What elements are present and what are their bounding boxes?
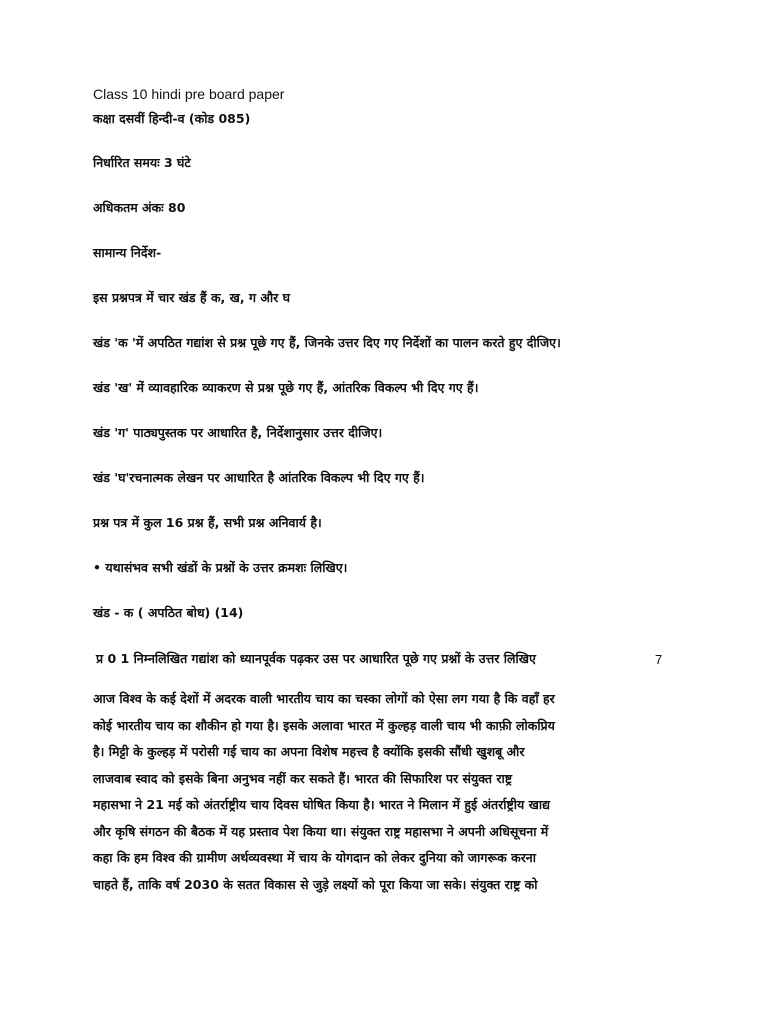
passage: [93, 686, 683, 898]
question-1: प्र 0 1 निम्नलिखित गद्यांश को ध्यानपूर्वक पढ़कर उस पर आधारित पूछे गए प्रश्नों के उत्तर लिखिए: [96, 651, 536, 666]
passage-line: है। मिट्टी के कुल्हड़ में परोसी गई चाय का अपना विशेष महत्त्व है क्योंकि इसकी सौंधी खुशबू और: [93, 744, 525, 759]
passage-line: कोई भारतीय चाय का शौकीन हो गया है। इसके अलावा भारत में कुल्हड़ वाली चाय भी काफ़ी लोकप्रिय: [93, 717, 555, 733]
instruction-item: खंड 'क 'में अपठित गद्यांश से प्रश्न पूछे गए हैं, जिनके उत्तर दिए गए निर्देशों का पालन करते हुए दीजिए।: [93, 335, 561, 350]
question-1-marks: 7: [655, 652, 663, 667]
passage-line: कहा कि हम विश्व की ग्रामीण अर्थव्यवस्था में चाय के योगदान को लेकर दुनिया को जागरूक करना: [93, 850, 536, 865]
section-heading: खंड - क ( अपठित बोध) (14): [93, 605, 244, 620]
class-heading: कक्षा दसवीं हिन्दी-व (कोड 085): [93, 111, 251, 126]
passage-line: महासभा ने 21 मई को अंतर्राष्ट्रीय चाय दिवस घोषित किया है। भारत ने मिलान में हुई अंतर्राष्ट्रीय खाद्य: [93, 797, 550, 812]
instruction-item: खंड 'घ'रचनात्मक लेखन पर आधारित है आंतरिक विकल्प भी दिए गए हैं।: [93, 470, 425, 485]
instruction-item: इस प्रश्नपत्र में चार खंड हैं क, ख, ग और घ: [93, 290, 291, 305]
instruction-item: प्रश्न पत्र में कुल 16 प्रश्न हैं, सभी प्रश्न अनिवार्य है।: [93, 515, 322, 530]
max-marks: अधिकतम अंकः 80: [93, 200, 186, 215]
passage-line: और कृषि संगठन की बैठक में यह प्रस्ताव पेश किया था। संयुक्त राष्ट्र महासभा ने अपनी अधिसूचना में: [93, 823, 549, 839]
instruction-item: • यथासंभव सभी खंडों के प्रश्नों के उत्तर क्रमशः लिखिए।: [93, 560, 348, 575]
passage-line: लाजवाब स्वाद को इसके बिना अनुभव नहीं कर सकते हैं। भारत की सिफारिश पर संयुक्त राष्ट्र: [93, 770, 513, 786]
general-instructions-heading: सामान्य निर्देश-: [93, 245, 162, 260]
time-allowed: निर्धारित समयः 3 घंटे: [93, 155, 191, 170]
instruction-item: खंड 'ख' में व्यावहारिक व्याकरण से प्रश्न पूछे गए हैं, आंतरिक विकल्प भी दिए गए हैं।: [93, 380, 479, 395]
instruction-item: खंड 'ग' पाठ्यपुस्तक पर आधारित है, निर्देशानुसार उत्तर दीजिए।: [93, 425, 383, 440]
passage-line: चाहते हैं, ताकि वर्ष 2030 के सतत विकास से जुड़े लक्ष्यों को पूरा किया जा सके। संयुक्त राष्ट्र को: [93, 876, 538, 892]
document-title: Class 10 hindi pre board paper: [93, 86, 285, 102]
passage-line: आज विश्व के कई देशों में अदरक वाली भारतीय चाय का चस्का लोगों को ऐसा लग गया है कि वहाँ हर: [93, 691, 555, 706]
